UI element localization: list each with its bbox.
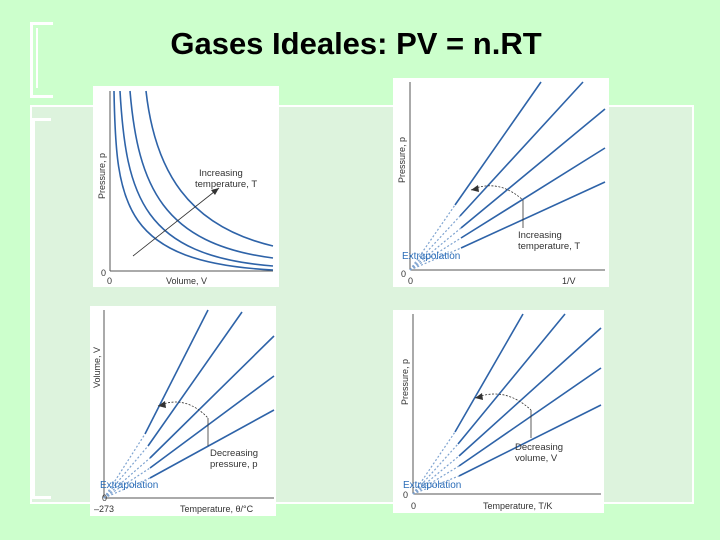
annotation-line-1: Increasing — [199, 168, 243, 179]
pressure-temperature-diagram — [393, 310, 604, 513]
annotation-line-1: Decreasing — [210, 448, 259, 459]
x-origin-label: 0 — [107, 276, 113, 286]
isochore-line — [459, 328, 601, 456]
panel-pressure-vs-temperature — [393, 310, 604, 513]
panel-volume-vs-temperature — [90, 306, 276, 516]
trend-arc — [158, 402, 208, 418]
x-origin-label: 0 — [408, 276, 414, 286]
y-axis-label: Pressure, p — [97, 152, 107, 199]
decorative-line-top — [36, 28, 50, 88]
y-origin-label: 0 — [403, 490, 409, 500]
y-axis-label: Pressure, p — [397, 136, 407, 183]
decorative-bracket-bottom — [32, 118, 51, 499]
x-origin-label: –273 — [94, 504, 115, 514]
arrow-head — [471, 185, 479, 192]
x-axis-label: Volume, V — [166, 276, 208, 286]
annotation-line-2: temperature, T — [195, 179, 258, 190]
isotherm-diagram — [93, 86, 279, 287]
y-axis-label: Volume, V — [92, 346, 102, 388]
trend-arc — [475, 394, 531, 410]
annotation-line-2: pressure, p — [210, 459, 258, 470]
y-axis-label: Pressure, p — [400, 358, 410, 405]
extrapolation-label: Extrapolation — [402, 251, 461, 262]
isochore-line — [455, 314, 523, 432]
isotherm-line — [461, 109, 605, 228]
annotation-line-2: temperature, T — [518, 241, 581, 252]
data-lines — [455, 82, 605, 248]
x-origin-label: 0 — [411, 501, 417, 511]
isotherm-line — [461, 148, 605, 238]
x-axis-label: Temperature, T/K — [483, 501, 553, 511]
isotherm-line — [460, 82, 583, 216]
pressure-inverse-volume-diagram — [393, 78, 609, 287]
trend-arrow — [133, 188, 219, 256]
annotation-line-1: Decreasing — [515, 442, 564, 453]
isobar-line — [145, 310, 208, 434]
y-origin-label: 0 — [102, 493, 108, 503]
y-origin-label: 0 — [101, 268, 107, 278]
panel-pressure-vs-volume — [93, 86, 279, 287]
extrapolation-label: Extrapolation — [100, 480, 159, 491]
annotation-line-2: volume, V — [515, 453, 558, 464]
x-axis-label: Temperature, θ/°C — [180, 504, 254, 514]
panel-pressure-vs-inverse-volume — [393, 78, 609, 287]
isobar-line — [148, 312, 242, 446]
volume-temperature-diagram — [90, 306, 276, 516]
isotherm-line — [455, 82, 541, 205]
slide-title: Gases Ideales: PV = n.RT — [170, 26, 542, 61]
x-axis-label: 1/V — [562, 276, 576, 286]
extrapolation-label: Extrapolation — [403, 480, 462, 491]
annotation-line-1: Increasing — [518, 230, 562, 241]
y-origin-label: 0 — [401, 269, 407, 279]
